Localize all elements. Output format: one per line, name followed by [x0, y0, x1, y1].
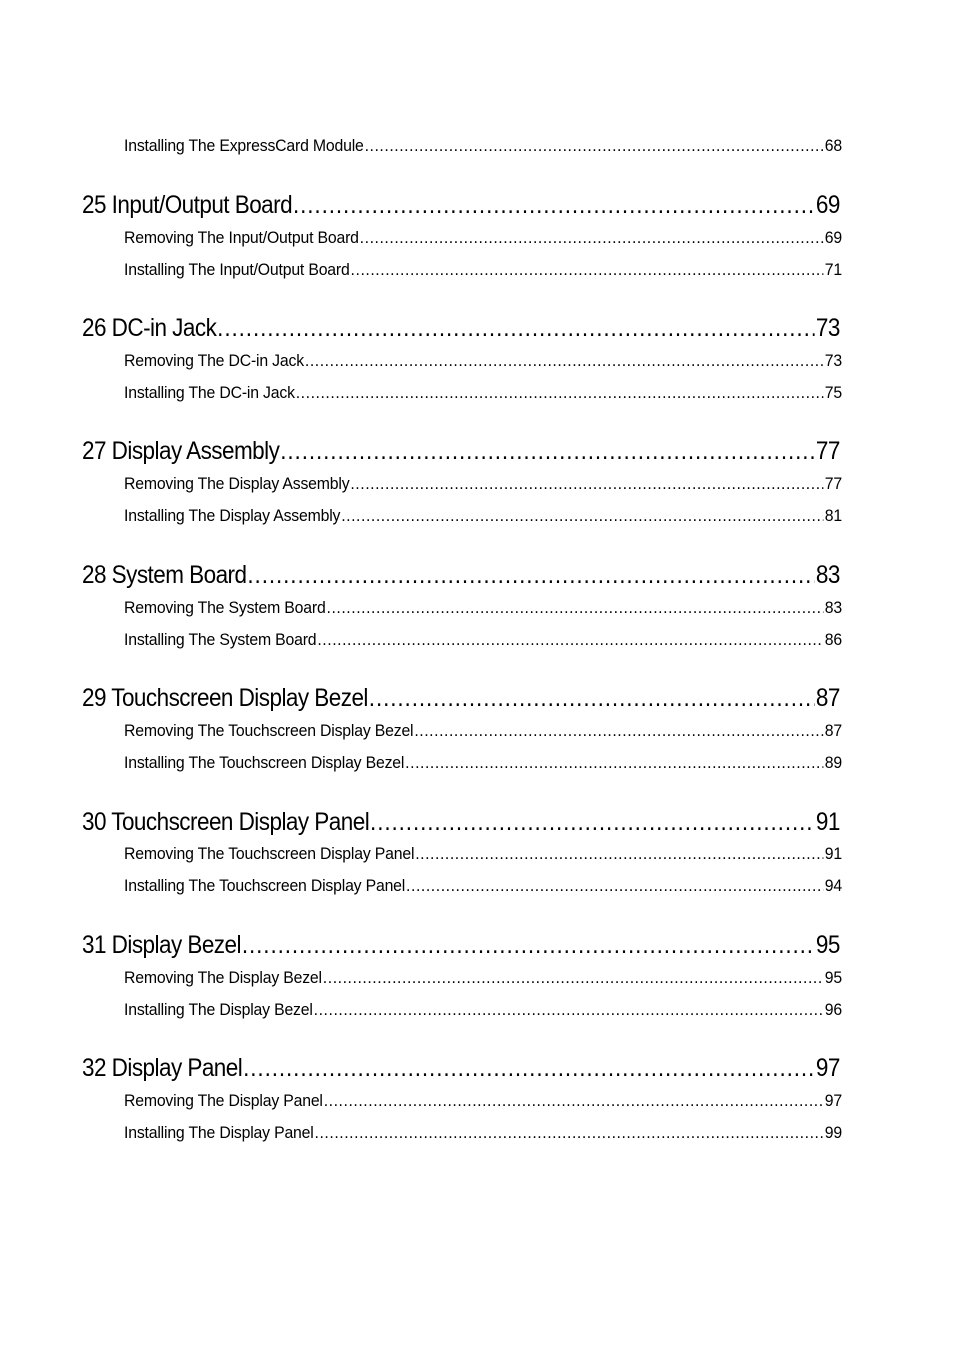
toc-entry-page: 99 — [824, 1123, 842, 1142]
toc-entry-title: Installing The Touchscreen Display Panel — [124, 876, 406, 895]
dot-leader — [305, 351, 824, 371]
toc-entry-removing-display-panel[interactable] — [124, 1091, 842, 1113]
toc-chapter-title: 29 Touchscreen Display Bezel — [82, 684, 368, 712]
toc-entry-page: 81 — [824, 506, 842, 525]
toc-chapter-page: 83 — [815, 561, 840, 589]
dot-leader — [369, 684, 815, 713]
dot-leader — [296, 383, 824, 403]
toc-chapter-26-dc-in-jack[interactable] — [82, 314, 840, 346]
toc-chapter-25-input-output-board[interactable] — [82, 191, 840, 223]
toc-chapter-title: 28 System Board — [82, 561, 247, 589]
toc-entry-title: Removing The Display Assembly — [124, 474, 350, 493]
toc-entry-removing-touchscreen-display-bezel[interactable] — [124, 721, 842, 743]
dot-leader — [405, 753, 824, 773]
toc-chapter-page: 97 — [815, 1054, 840, 1082]
toc-entry-title: Installing The Display Bezel — [124, 1000, 313, 1019]
toc-entry-page: 68 — [824, 136, 842, 155]
dot-leader — [247, 561, 815, 590]
dot-leader — [351, 260, 824, 280]
toc-chapter-title: 25 Input/Output Board — [82, 191, 293, 219]
dot-leader — [314, 1000, 824, 1020]
toc-entry-removing-display-assembly[interactable] — [124, 474, 842, 496]
toc-chapter-page: 73 — [815, 314, 840, 342]
toc-entry-removing-touchscreen-display-panel[interactable] — [124, 844, 842, 866]
toc-entry-title: Installing The Input/Output Board — [124, 260, 350, 279]
toc-entry-title: Removing The Touchscreen Display Panel — [124, 844, 415, 863]
dot-leader — [280, 437, 815, 466]
dot-leader — [370, 808, 815, 837]
dot-leader — [324, 1091, 824, 1111]
toc-entry-page: 71 — [824, 260, 842, 279]
dot-leader — [326, 598, 823, 618]
toc-entry-title: Installing The DC-in Jack — [124, 383, 295, 402]
toc-entry-removing-dc-in-jack[interactable] — [124, 351, 842, 373]
toc-entry-title: Installing The ExpressCard Module — [124, 136, 364, 155]
toc-entry-page: 96 — [824, 1000, 842, 1019]
toc-entry-installing-touchscreen-display-bezel[interactable] — [124, 753, 842, 775]
toc-chapter-30-touchscreen-display-panel[interactable] — [82, 808, 840, 840]
toc-entry-page: 89 — [824, 753, 842, 772]
toc-entry-page: 83 — [824, 598, 842, 617]
dot-leader — [242, 931, 815, 960]
toc-entry-installing-display-bezel[interactable] — [124, 1000, 842, 1022]
toc-entry-page: 94 — [824, 876, 842, 895]
toc-chapter-29-touchscreen-display-bezel[interactable] — [82, 684, 840, 716]
toc-chapter-page: 95 — [815, 931, 840, 959]
dot-leader — [406, 876, 824, 896]
toc-entry-title: Installing The System Board — [124, 630, 317, 649]
toc-entry-installing-touchscreen-display-panel[interactable] — [124, 876, 842, 898]
toc-chapter-31-display-bezel[interactable] — [82, 931, 840, 963]
toc-entry-title: Removing The Touchscreen Display Bezel — [124, 721, 414, 740]
dot-leader — [243, 1054, 815, 1083]
toc-entry-installing-expresscard-module[interactable] — [124, 136, 842, 158]
toc-entry-title: Removing The Display Panel — [124, 1091, 323, 1110]
toc-entry-removing-display-bezel[interactable] — [124, 968, 842, 990]
toc-entry-page: 86 — [824, 630, 842, 649]
dot-leader — [317, 630, 823, 650]
toc-entry-title: Removing The System Board — [124, 598, 326, 617]
toc-entry-page: 77 — [824, 474, 842, 493]
toc-entry-title: Removing The Display Bezel — [124, 968, 322, 987]
toc-entry-installing-dc-in-jack[interactable] — [124, 383, 842, 405]
toc-entry-removing-input-output-board[interactable] — [124, 228, 842, 250]
toc-chapter-page: 77 — [815, 437, 840, 465]
toc-entry-title: Removing The DC-in Jack — [124, 351, 304, 370]
toc-entry-installing-display-assembly[interactable] — [124, 506, 842, 528]
toc-entry-page: 87 — [824, 721, 842, 740]
dot-leader — [323, 968, 824, 988]
toc-chapter-27-display-assembly[interactable] — [82, 437, 840, 469]
dot-leader — [315, 1123, 824, 1143]
toc-entry-title: Installing The Display Panel — [124, 1123, 314, 1142]
toc-chapter-28-system-board[interactable] — [82, 561, 840, 593]
toc-entry-page: 75 — [824, 383, 842, 402]
toc-entry-installing-system-board[interactable] — [124, 630, 842, 652]
toc-chapter-page: 87 — [815, 684, 840, 712]
dot-leader — [414, 721, 823, 741]
toc-entry-page: 95 — [824, 968, 842, 987]
dot-leader — [293, 191, 815, 220]
toc-entry-installing-input-output-board[interactable] — [124, 260, 842, 282]
dot-leader — [360, 228, 824, 248]
toc-entry-page: 91 — [824, 844, 842, 863]
toc-entry-title: Installing The Display Assembly — [124, 506, 341, 525]
toc-chapter-32-display-panel[interactable] — [82, 1054, 840, 1086]
toc-entry-page: 97 — [824, 1091, 842, 1110]
toc-entry-title: Installing The Touchscreen Display Bezel — [124, 753, 405, 772]
toc-entry-title: Removing The Input/Output Board — [124, 228, 359, 247]
dot-leader — [341, 506, 824, 526]
dot-leader — [217, 314, 815, 343]
toc-chapter-page: 69 — [815, 191, 840, 219]
toc-entry-page: 73 — [824, 351, 842, 370]
dot-leader — [415, 844, 824, 864]
dot-leader — [365, 136, 824, 156]
toc-entry-page: 69 — [824, 228, 842, 247]
toc-chapter-title: 26 DC-in Jack — [82, 314, 217, 342]
dot-leader — [350, 474, 823, 494]
toc-chapter-title: 27 Display Assembly — [82, 437, 280, 465]
toc-chapter-title: 31 Display Bezel — [82, 931, 241, 959]
toc-entry-installing-display-panel[interactable] — [124, 1123, 842, 1145]
toc-entry-removing-system-board[interactable] — [124, 598, 842, 620]
toc-chapter-page: 91 — [815, 808, 840, 836]
toc-chapter-title: 30 Touchscreen Display Panel — [82, 808, 370, 836]
toc-chapter-title: 32 Display Panel — [82, 1054, 243, 1082]
